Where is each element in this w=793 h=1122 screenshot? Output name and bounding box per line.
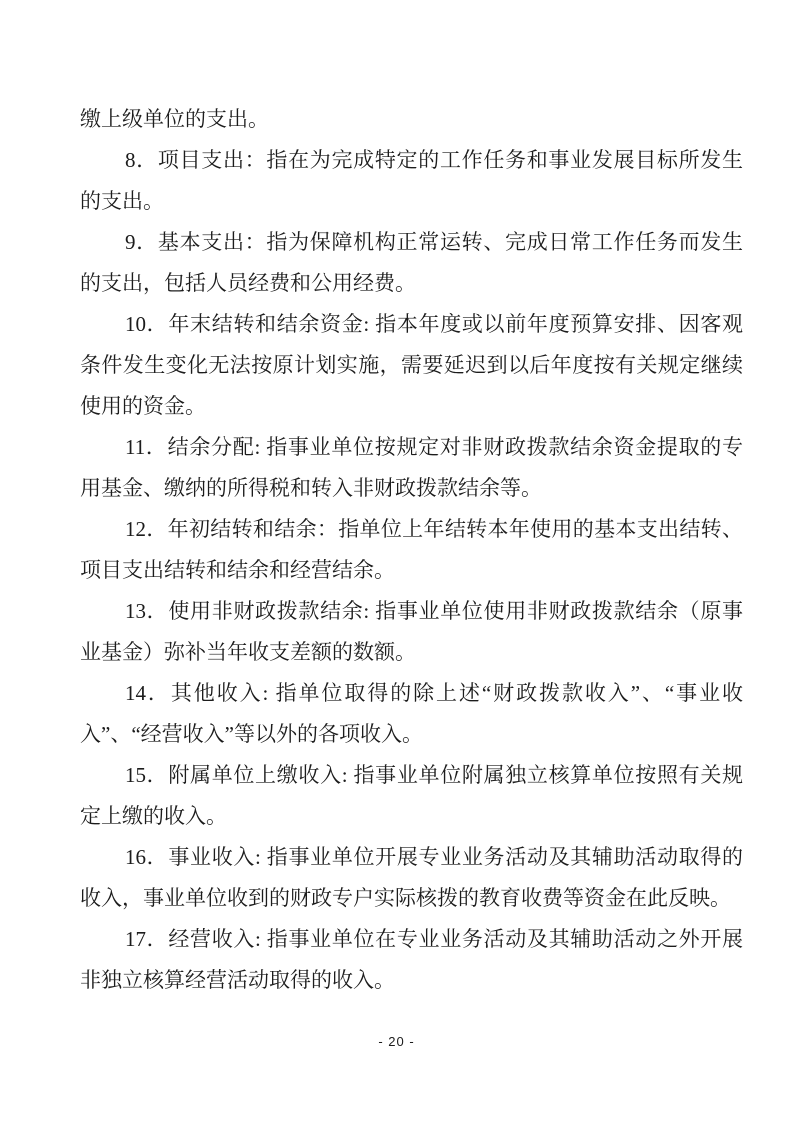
- document-body: [80, 99, 743, 1001]
- page-number: - 20 -: [378, 1034, 415, 1049]
- paragraph-item-14: 14．其他收入: 指单位取得的除上述“财政拨款收入”、“事业收入”、“经营收入”等以外的各项收入。: [80, 681, 743, 746]
- paragraph-item-15: 15．附属单位上缴收入: 指事业单位附属独立核算单位按照有关规定上缴的收入。: [80, 763, 743, 828]
- paragraph-item-8: 8．项目支出：指在为完成特定的工作任务和事业发展目标所发生的支出。: [80, 148, 743, 213]
- paragraph-item-13: 13．使用非财政拨款结余: 指事业单位使用非财政拨款结余（原事业基金）弥补当年收支差额的数额。: [80, 599, 743, 664]
- paragraph-item-17: 17．经营收入: 指事业单位在专业业务活动及其辅助活动之外开展非独立核算经营活动取得的收入。: [80, 927, 743, 992]
- paragraph-continuation: 缴上级单位的支出。: [80, 107, 269, 131]
- paragraph-item-10: 10．年末结转和结余资金: 指本年度或以前年度预算安排、因客观条件发生变化无法按原计划实施，需要延迟到以后年度按有关规定继续使用的资金。: [80, 312, 743, 418]
- paragraph-item-12: 12．年初结转和结余：指单位上年结转本年使用的基本支出结转、项目支出结转和结余和经营结余。: [80, 517, 743, 582]
- paragraph-item-11: 11．结余分配: 指事业单位按规定对非财政拨款结余资金提取的专用基金、缴纳的所得税和转入非财政拨款结余等。: [80, 435, 743, 500]
- paragraph-item-16: 16．事业收入: 指事业单位开展专业业务活动及其辅助活动取得的收入，事业单位收到的财政专户实际核拨的教育收费等资金在此反映。: [80, 845, 743, 910]
- paragraph-item-9: 9．基本支出：指为保障机构正常运转、完成日常工作任务而发生的支出，包括人员经费和公用经费。: [80, 230, 743, 295]
